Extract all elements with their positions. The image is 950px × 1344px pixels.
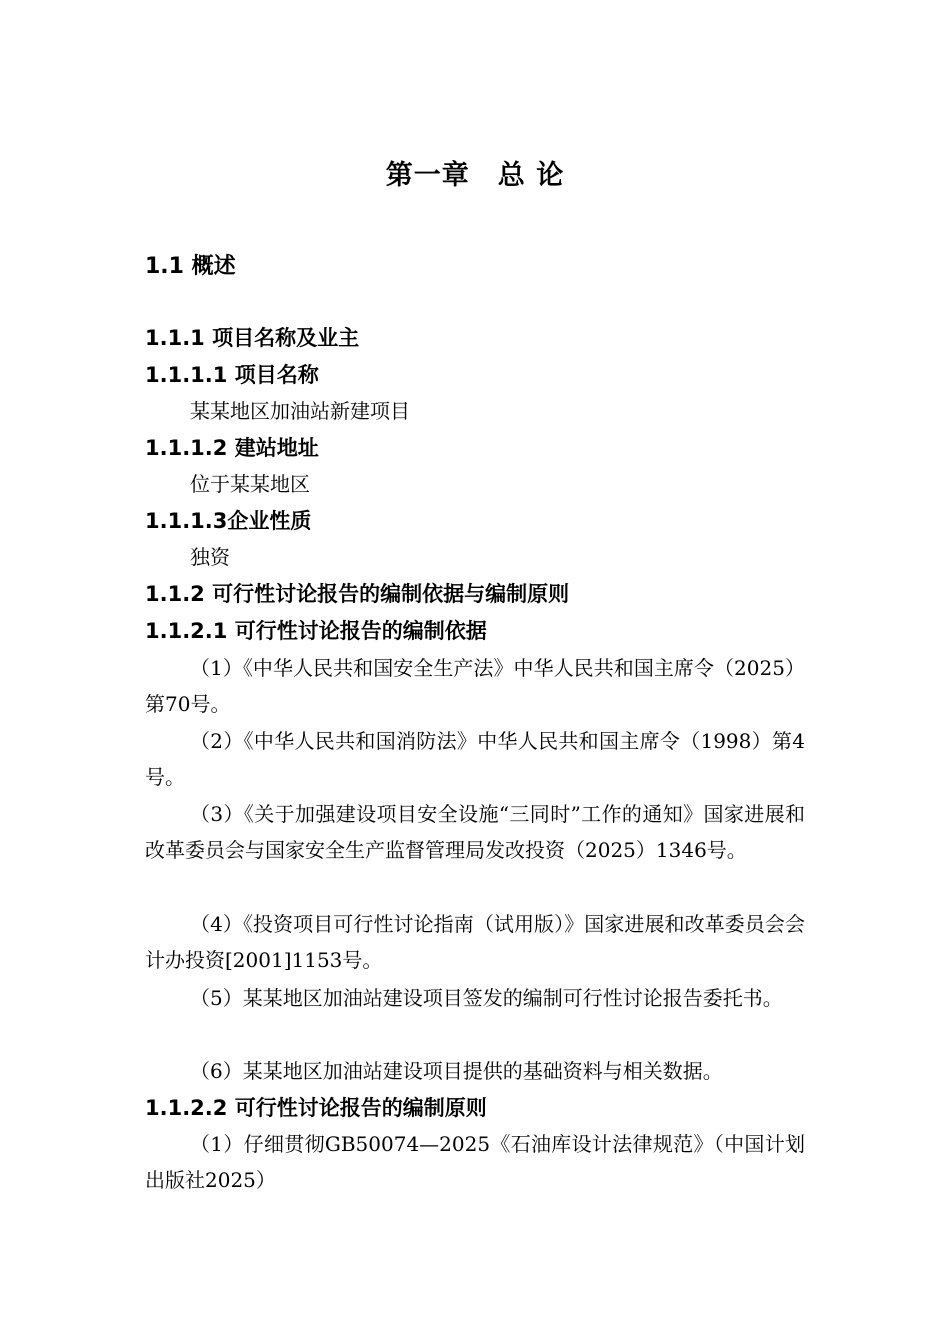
- section-heading-1-1-1-1: 1.1.1.1 项目名称: [145, 363, 319, 387]
- section-heading-1-1: 1.1 概述: [145, 254, 236, 279]
- section-heading-1-1-2-1: 1.1.2.1 可行性讨论报告的编制依据: [145, 619, 487, 643]
- enterprise-nature-text: 独资: [190, 545, 230, 569]
- project-name-text: 某某地区加油站新建项目: [190, 399, 410, 423]
- section-heading-1-1-2: 1.1.2 可行性讨论报告的编制依据与编制原则: [145, 582, 570, 606]
- section-heading-1-1-1-2: 1.1.1.2 建站地址: [145, 436, 319, 460]
- basis-item-2: （2）《中华人民共和国消防法》中华人民共和国主席令（1998）第4号。: [145, 729, 805, 789]
- basis-item-5: （5）某某地区加油站建设项目签发的编制可行性讨论报告委托书。: [190, 986, 783, 1010]
- basis-item-1: （1）《中华人民共和国安全生产法》中华人民共和国主席令（2025）第70号。: [145, 656, 805, 716]
- section-heading-1-1-1-3: 1.1.1.3企业性质: [145, 509, 312, 533]
- chapter-title: 第一章 总 论: [385, 160, 565, 191]
- site-address-text: 位于某某地区: [190, 472, 310, 496]
- basis-item-6: （6）某某地区加油站建设项目提供的基础资料与相关数据。: [190, 1059, 723, 1083]
- section-heading-1-1-2-2: 1.1.2.2 可行性讨论报告的编制原则: [145, 1096, 487, 1120]
- basis-item-4: （4）《投资项目可行性讨论指南（试用版）》国家进展和改革委员会会计办投资[2001]1153号。: [145, 912, 805, 972]
- principle-item-1: （1）仔细贯彻GB50074—2025《石油库设计法律规范》（中国计划出版社2025）: [145, 1132, 805, 1192]
- basis-item-3: （3）《关于加强建设项目安全设施“三同时”工作的通知》国家进展和改革委员会与国家安全生产监督管理局发改投资（2025）1346号。: [145, 802, 805, 862]
- section-heading-1-1-1: 1.1.1 项目名称及业主: [145, 326, 360, 350]
